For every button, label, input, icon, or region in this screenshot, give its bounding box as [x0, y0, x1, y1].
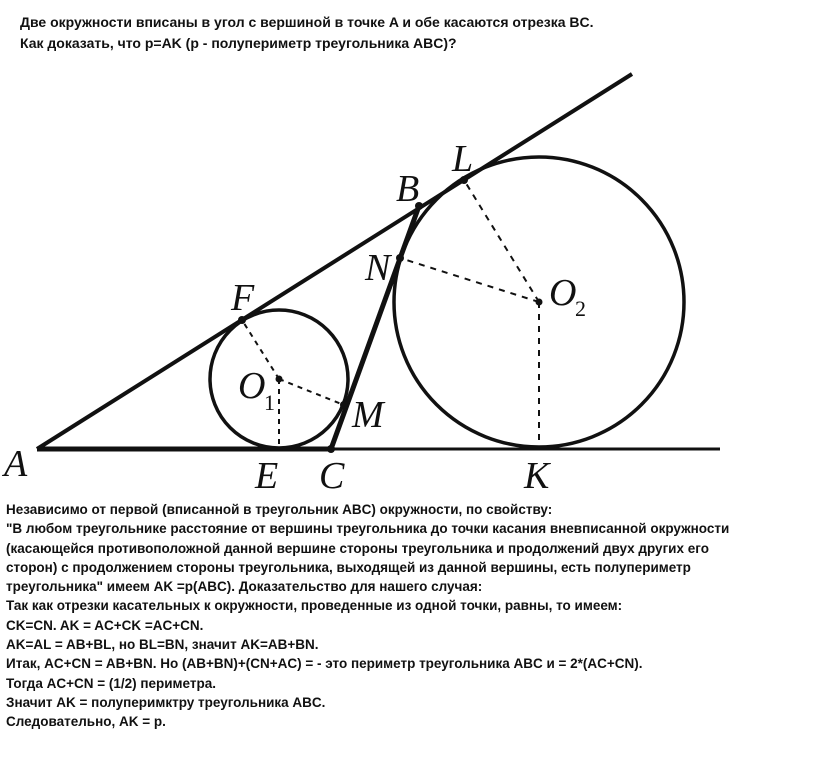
- solution-line: Значит AK = полуперимктру треугольника ABC.: [6, 694, 326, 710]
- solution-line: треугольника" имеем AK =p(ABC). Доказательство для нашего случая:: [6, 579, 483, 595]
- label-n: N: [365, 247, 391, 289]
- solution-line: Тогда AC+CN = (1/2) периметра.: [6, 675, 216, 691]
- label-o1: O: [238, 365, 266, 407]
- label-a: A: [4, 443, 28, 485]
- solution-line: Следовательно, AK = p.: [6, 714, 166, 730]
- radius-o2-n: [400, 258, 539, 302]
- label-o2: O: [549, 272, 577, 314]
- label-b: B: [396, 168, 420, 210]
- label-o2-subscript: 2: [575, 296, 586, 321]
- label-e: E: [255, 455, 279, 497]
- radius-o1-m: [279, 379, 344, 405]
- solution-text: [6, 500, 811, 732]
- point-c: [327, 445, 335, 453]
- question-line-1: Две окружности вписаны в угол с вершиной в точке A и обе касаются отрезка BC.: [20, 14, 594, 30]
- label-k: K: [524, 455, 550, 497]
- solution-line: "В любом треугольнике расстояние от вершины треугольника до точки касания вневписанной окружности: [6, 521, 730, 537]
- solution-line: AK=AL = AB+BL, но BL=BN, значит AK=AB+BN.: [6, 637, 319, 653]
- ray-a-l: [37, 74, 632, 449]
- solution-line: сторон) с продолжением стороны треугольника, выходящей из данной вершины, есть полупериметр: [6, 559, 691, 575]
- point-o2: [536, 299, 543, 306]
- solution-line: Независимо от первой (вписанной в треугольник ABC) окружности, по свойству:: [6, 502, 553, 517]
- radius-o2-l: [464, 180, 539, 302]
- label-m: M: [352, 394, 384, 436]
- question-line-2: Как доказать, что p=AK (p - полупериметр треугольника ABC)?: [20, 35, 457, 51]
- solution-line: (касающейся противоположной данной вершине стороны треугольника и продолжений двух других его: [6, 540, 709, 556]
- solution-line: Так как отрезки касательных к окружности, проведенные из одной точки, равны, то имеем:: [6, 598, 623, 614]
- label-l: L: [452, 138, 474, 180]
- label-o1-subscript: 1: [264, 390, 275, 415]
- solution-line: Итак, AC+CN = AB+BN. Но (AB+BN)+(CN+AC) = - это периметр треугольника ABC и = 2*(AC+CN).: [6, 656, 643, 672]
- point-o1: [276, 376, 283, 383]
- label-c: C: [319, 455, 345, 497]
- label-f: F: [231, 277, 255, 319]
- solution-line: CK=CN. AK = AC+CK =AC+CN.: [6, 617, 204, 633]
- point-m: [340, 401, 348, 409]
- point-n: [396, 254, 404, 262]
